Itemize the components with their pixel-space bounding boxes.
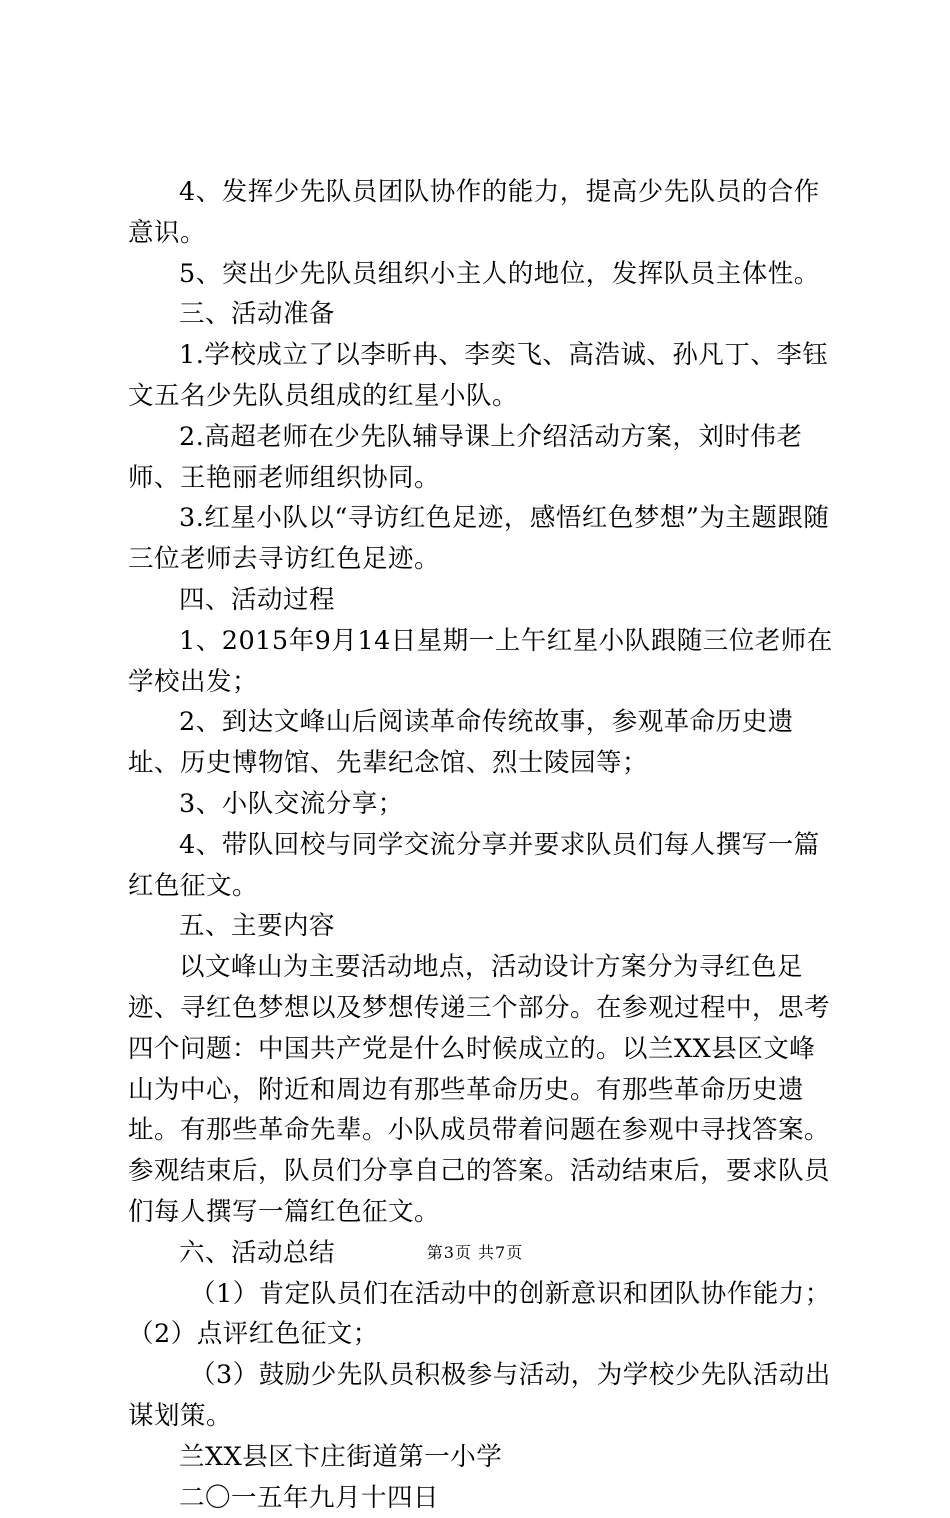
document-body	[128, 172, 836, 1518]
goal-item-5: 5、突出少先队员组织小主人的地位，发挥队员主体性。	[128, 254, 836, 295]
section-heading-summary: 六、活动总结	[128, 1233, 836, 1274]
process-item-3: 3、小队交流分享；	[128, 784, 836, 825]
process-item-1: 1、2015年9月14日星期一上午红星小队跟随三位老师在学校出发；	[128, 621, 836, 703]
section-heading-preparation: 三、活动准备	[128, 294, 836, 335]
page-number-footer: 第3页 共7页	[0, 1240, 950, 1263]
process-item-4: 4、带队回校与同学交流分享并要求队员们每人撰写一篇红色征文。	[128, 825, 836, 907]
section-heading-content: 五、主要内容	[128, 906, 836, 947]
preparation-item-2: 2.高超老师在少先队辅导课上介绍活动方案，刘时伟老师、王艳丽老师组织协同。	[128, 417, 836, 499]
preparation-item-1: 1.学校成立了以李昕冉、李奕飞、高浩诚、孙凡丁、李钰文五名少先队员组成的红星小队。	[128, 335, 836, 417]
summary-items-1-2: （1）肯定队员们在活动中的创新意识和团队协作能力；（2）点评红色征文；	[128, 1274, 836, 1356]
section-heading-process: 四、活动过程	[128, 580, 836, 621]
signature-date: 二〇一五年九月十四日	[128, 1478, 836, 1518]
signature-school: 兰XX县区卞庄街道第一小学	[128, 1437, 836, 1478]
content-paragraph: 以文峰山为主要活动地点，活动设计方案分为寻红色足迹、寻红色梦想以及梦想传递三个部分。在参观过程中，思考四个问题：中国共产党是什么时候成立的。以兰XX县区文峰山为中心，附近和周边有那些革命历史。有那些革命历史遗址。有那些革命先辈。小队成员带着问题在参观中寻找答案。参观结束后，队员们分享自己的答案。活动结束后，要求队员们每人撰写一篇红色征文。	[128, 947, 836, 1233]
summary-item-3: （3）鼓励少先队员积极参与活动，为学校少先队活动出谋划策。	[128, 1355, 836, 1437]
preparation-item-3: 3.红星小队以“寻访红色足迹，感悟红色梦想”为主题跟随三位老师去寻访红色足迹。	[128, 498, 836, 580]
process-item-2: 2、到达文峰山后阅读革命传统故事，参观革命历史遗址、历史博物馆、先辈纪念馆、烈士陵园等；	[128, 702, 836, 784]
goal-item-4: 4、发挥少先队员团队协作的能力，提高少先队员的合作意识。	[128, 172, 836, 254]
